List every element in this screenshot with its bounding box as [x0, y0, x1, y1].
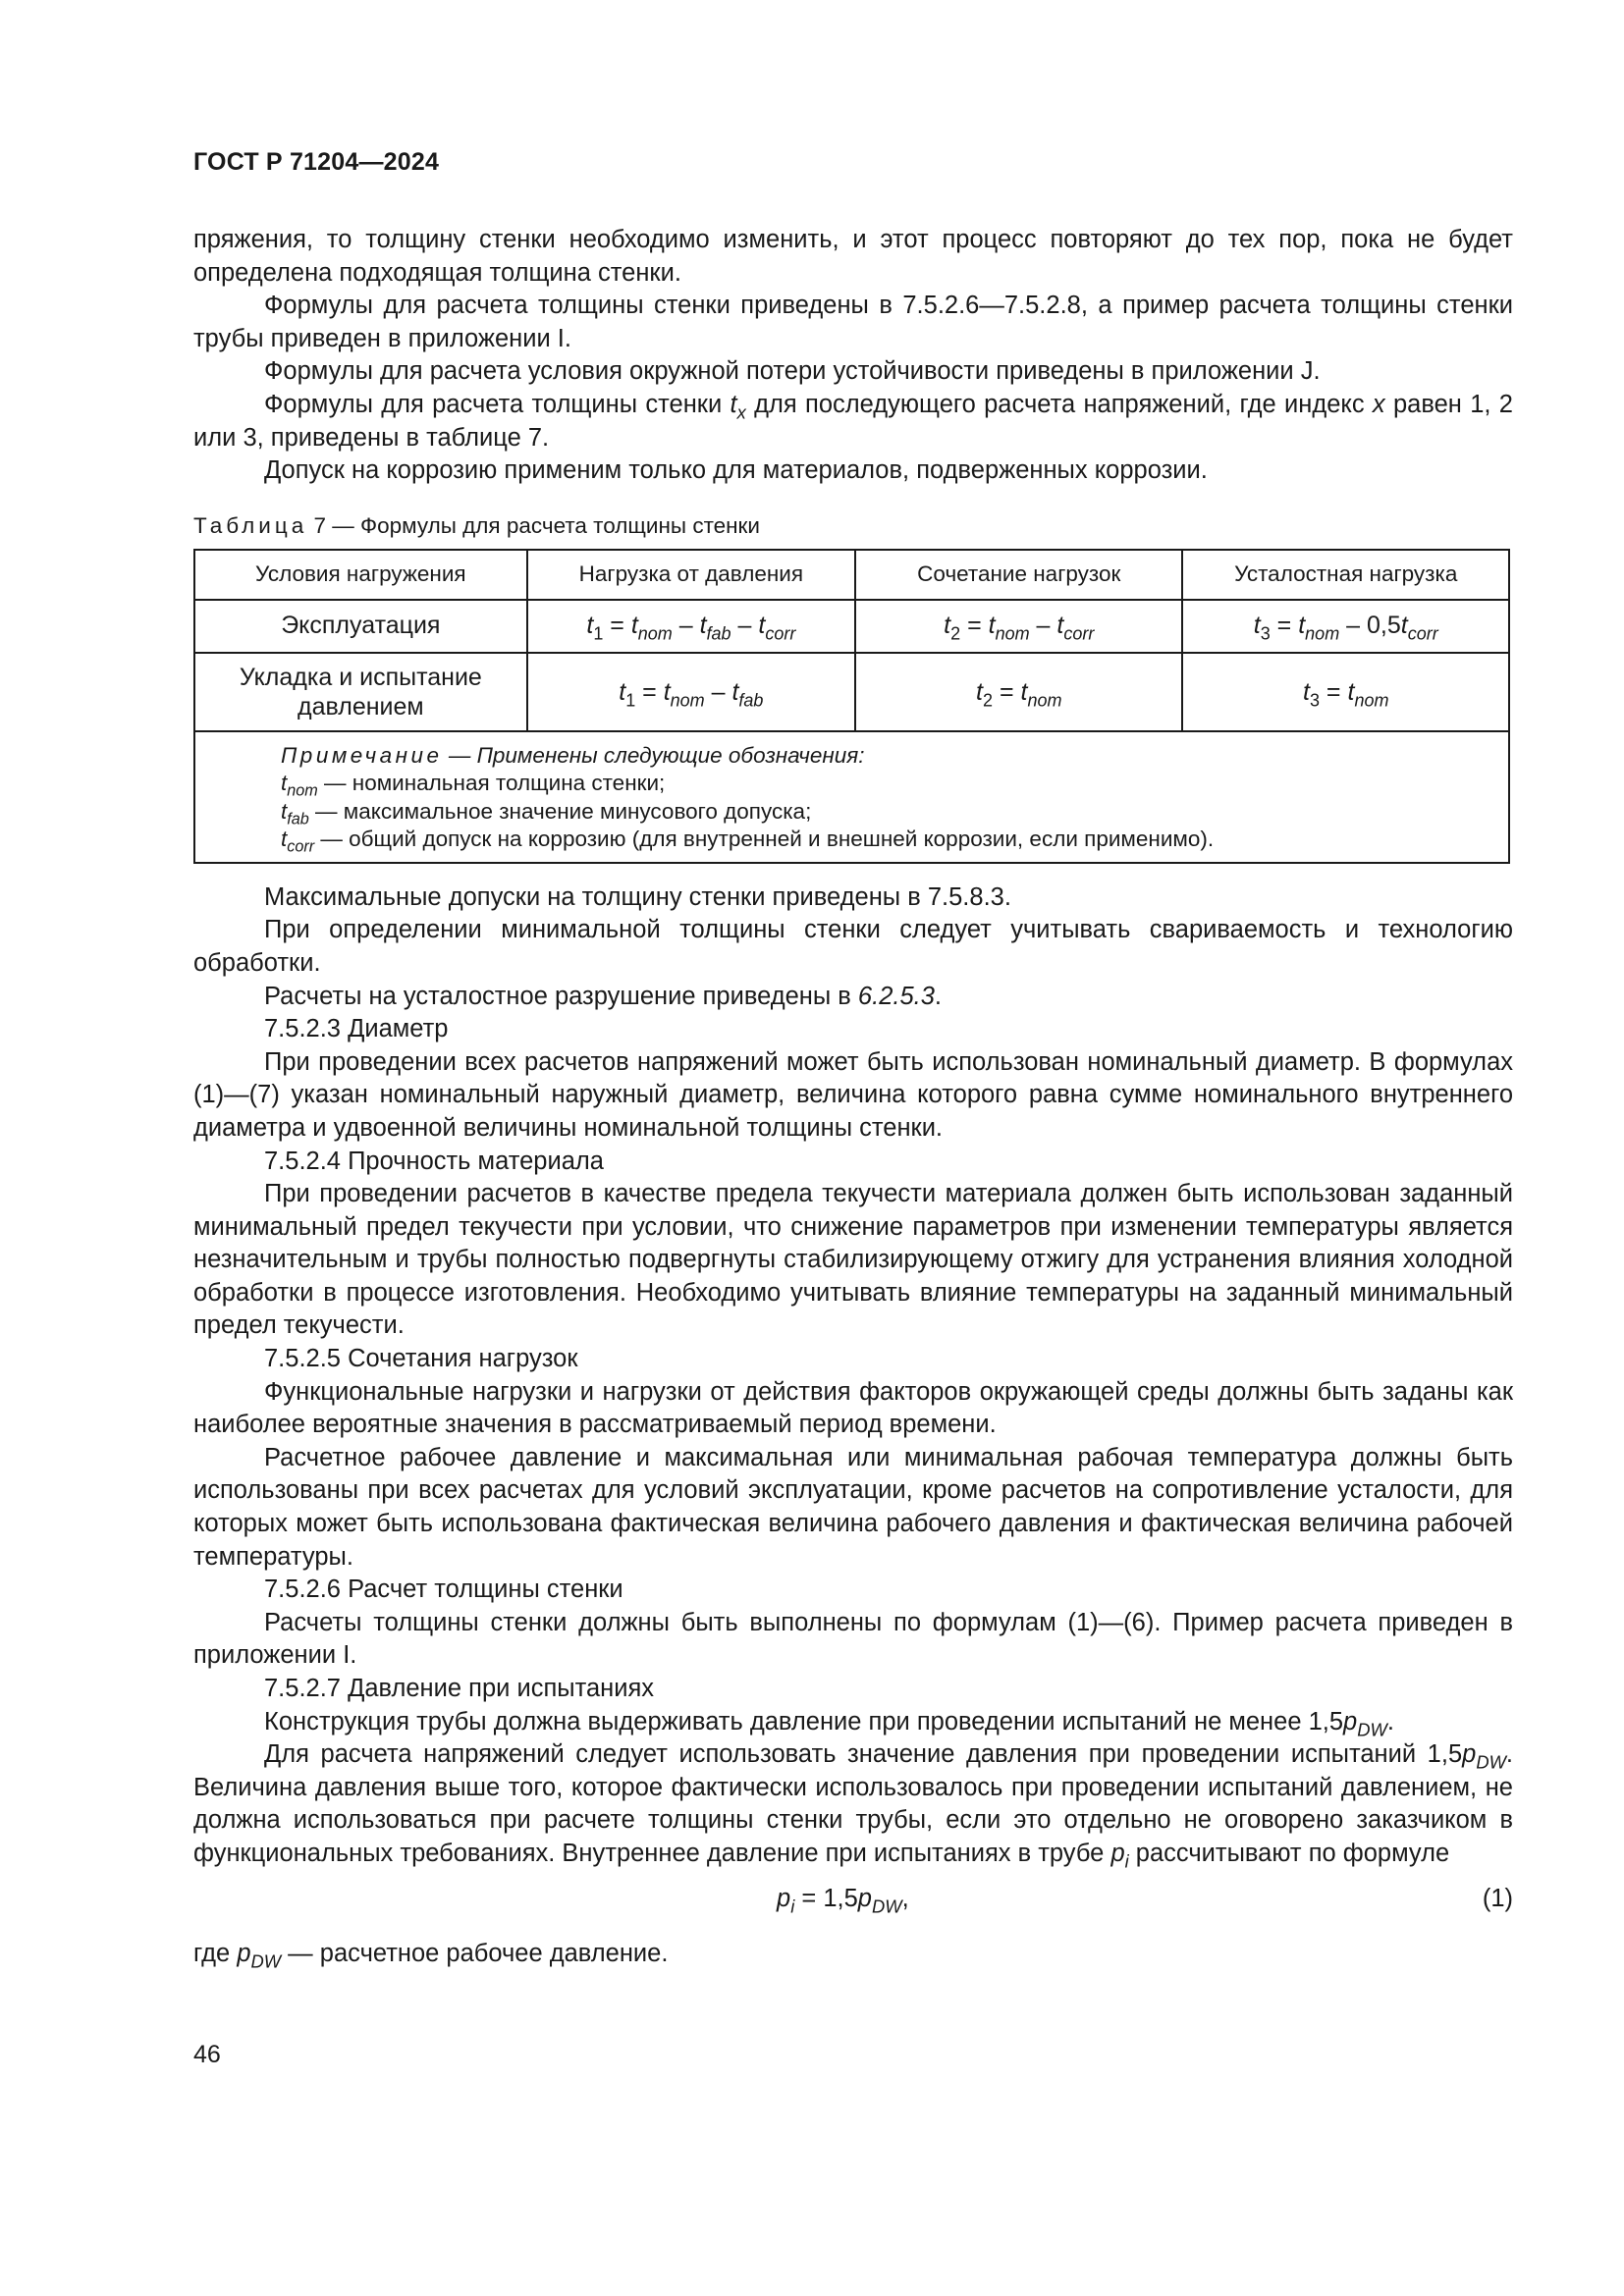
paragraph: Конструкция трубы должна выдерживать давление при проведении испытаний не менее $1,5p_{DW}$. [264, 1707, 1394, 1740]
table-cell-formula: $t_2 = t_{nom}$ [855, 653, 1182, 731]
paragraph: Расчетное рабочее давление и максимальная или минимальная рабочая температура должны быть использованы при всех расчетах для условий эксплуатации, кроме расчетов на сопротивление усталости, для которых может быть использована фактическая величина рабочего давления и фактическая величина рабочей температуры. [193, 1443, 1513, 1571]
section-heading: 7.5.2.4 Прочность материала [264, 1147, 604, 1175]
paragraph: Расчеты на усталостное разрушение приведены в 6.2.5.3. [264, 982, 942, 1010]
paragraph: Формулы для расчета толщины стенки $t_x$ для последующего расчета напряжений, где индекс x равен 1, 2 или 3, приведены в таблице 7. [193, 390, 1513, 452]
table-caption: Таблица 7 — Формулы для расчета толщины стенки [193, 512, 760, 538]
paragraph: Для расчета напряжений следует использовать значение давления при проведении испытаний $1,5p_{DW}$. Величина давления выше того, которое фактически использовалось при проведении испытаний давлением, не должна использоваться при расчете толщины стенки трубы, если это отдельно не оговорено заказчиком в функциональных требованиях. Внутреннее давление при испытаниях в трубе $p_i$ рассчитывают по формуле [193, 1740, 1513, 1872]
paragraph: При определении минимальной толщины стенки следует учитывать свариваемость и технологию обработки. [193, 916, 1513, 977]
table-cell-condition: Укладка и испытание давлением [194, 653, 527, 731]
table-row [194, 600, 1509, 653]
table-header-row [194, 550, 1509, 600]
table-cell-condition: Эксплуатация [194, 600, 527, 653]
section-heading: 7.5.2.3 Диаметр [264, 1015, 449, 1043]
paragraph: Функциональные нагрузки и нагрузки от действия факторов окружающей среды должны быть заданы как наиболее вероятные значения в рассматриваемый период времени. [193, 1377, 1513, 1439]
note-heading: Примечание — Применены следующие обозначения: [281, 742, 865, 768]
table-header-cell: Сочетание нагрузок [855, 550, 1182, 600]
paragraph: При проведении расчетов в качестве предела текучести материала должен быть использован заданный минимальный предел текучести при условии, что снижение параметров при изменении температуры является незначительным и трубы полностью подвергнуты стабилизирующему отжигу для устранения влияния холодной обработки в процессе изготовления. Необходимо учитывать влияние температуры на заданный минимальный предел текучести. [193, 1180, 1513, 1340]
equation-1 [193, 1871, 1513, 1934]
table-cell-formula: $t_2 = t_{nom} - t_{corr}$ [855, 600, 1182, 653]
paragraph: При проведении всех расчетов напряжений может быть использован номинальный диаметр. В формулах (1)—(7) указан номинальный наружный диаметр, величина которого равна сумме номинального внутреннего диаметра и удвоенной величины номинальной толщины стенки. [193, 1047, 1513, 1142]
table-cell-formula: $t_1 = t_{nom} - t_{fab}$ [527, 653, 855, 731]
table-cell-formula: $t_1 = t_{nom} - t_{fab} - t_{corr}$ [527, 600, 855, 653]
section-heading: 7.5.2.5 Сочетания нагрузок [264, 1345, 578, 1373]
note-item: $t_{nom}$ — номинальная толщина стенки; [281, 771, 666, 800]
section-heading: 7.5.2.6 Расчет толщины стенки [264, 1575, 623, 1604]
note-item: $t_{fab}$ — максимальное значение минусового допуска; [281, 798, 812, 828]
document-header: ГОСТ Р 71204—2024 [193, 148, 440, 176]
paragraph: Формулы для расчета условия окружной потери устойчивости приведены в приложении J. [264, 357, 1321, 386]
table-note [194, 731, 1509, 863]
equation-formula: $p_i = 1,5p_{DW}$, [777, 1884, 909, 1916]
table-header-cell: Усталостная нагрузка [1182, 550, 1509, 600]
table-cell-formula: $t_3 = t_{nom} - 0,5t_{corr}$ [1182, 600, 1509, 653]
page-number: 46 [193, 2041, 221, 2068]
page-content [193, 224, 1513, 1970]
paragraph: Формулы для расчета толщины стенки приведены в 7.5.2.6—7.5.2.8, а пример расчета толщины стенки трубы приведен в приложении I. [193, 292, 1513, 352]
paragraph: пряжения, то толщину стенки необходимо изменить, и этот процесс повторяют до тех пор, пока не будет определена подходящая толщина стенки. [193, 226, 1513, 287]
section-reference: 6.2.5.3 [857, 982, 935, 1010]
formulas-table [193, 549, 1510, 864]
table-note-row [194, 731, 1509, 863]
paragraph: Допуск на коррозию применим только для материалов, подверженных коррозии. [264, 456, 1208, 485]
where-clause: где $p_{DW}$ — расчетное рабочее давление. [193, 1939, 669, 1971]
table-header-cell: Условия нагружения [194, 550, 527, 600]
table-header-cell: Нагрузка от давления [527, 550, 855, 600]
paragraph: Максимальные допуски на толщину стенки приведены в 7.5.8.3. [264, 882, 1011, 911]
equation-number: (1) [1482, 1884, 1513, 1912]
note-item: $t_{corr}$ — общий допуск на коррозию (для внутренней и внешней коррозии, если применимо). [281, 827, 1215, 856]
section-heading: 7.5.2.7 Давление при испытаниях [264, 1675, 655, 1702]
table-cell-formula: $t_3 = t_{nom}$ [1182, 653, 1509, 731]
paragraph: Расчеты толщины стенки должны быть выполнены по формулам (1)—(6). Пример расчета приведен в приложении I. [193, 1608, 1513, 1670]
table-row [194, 653, 1509, 731]
